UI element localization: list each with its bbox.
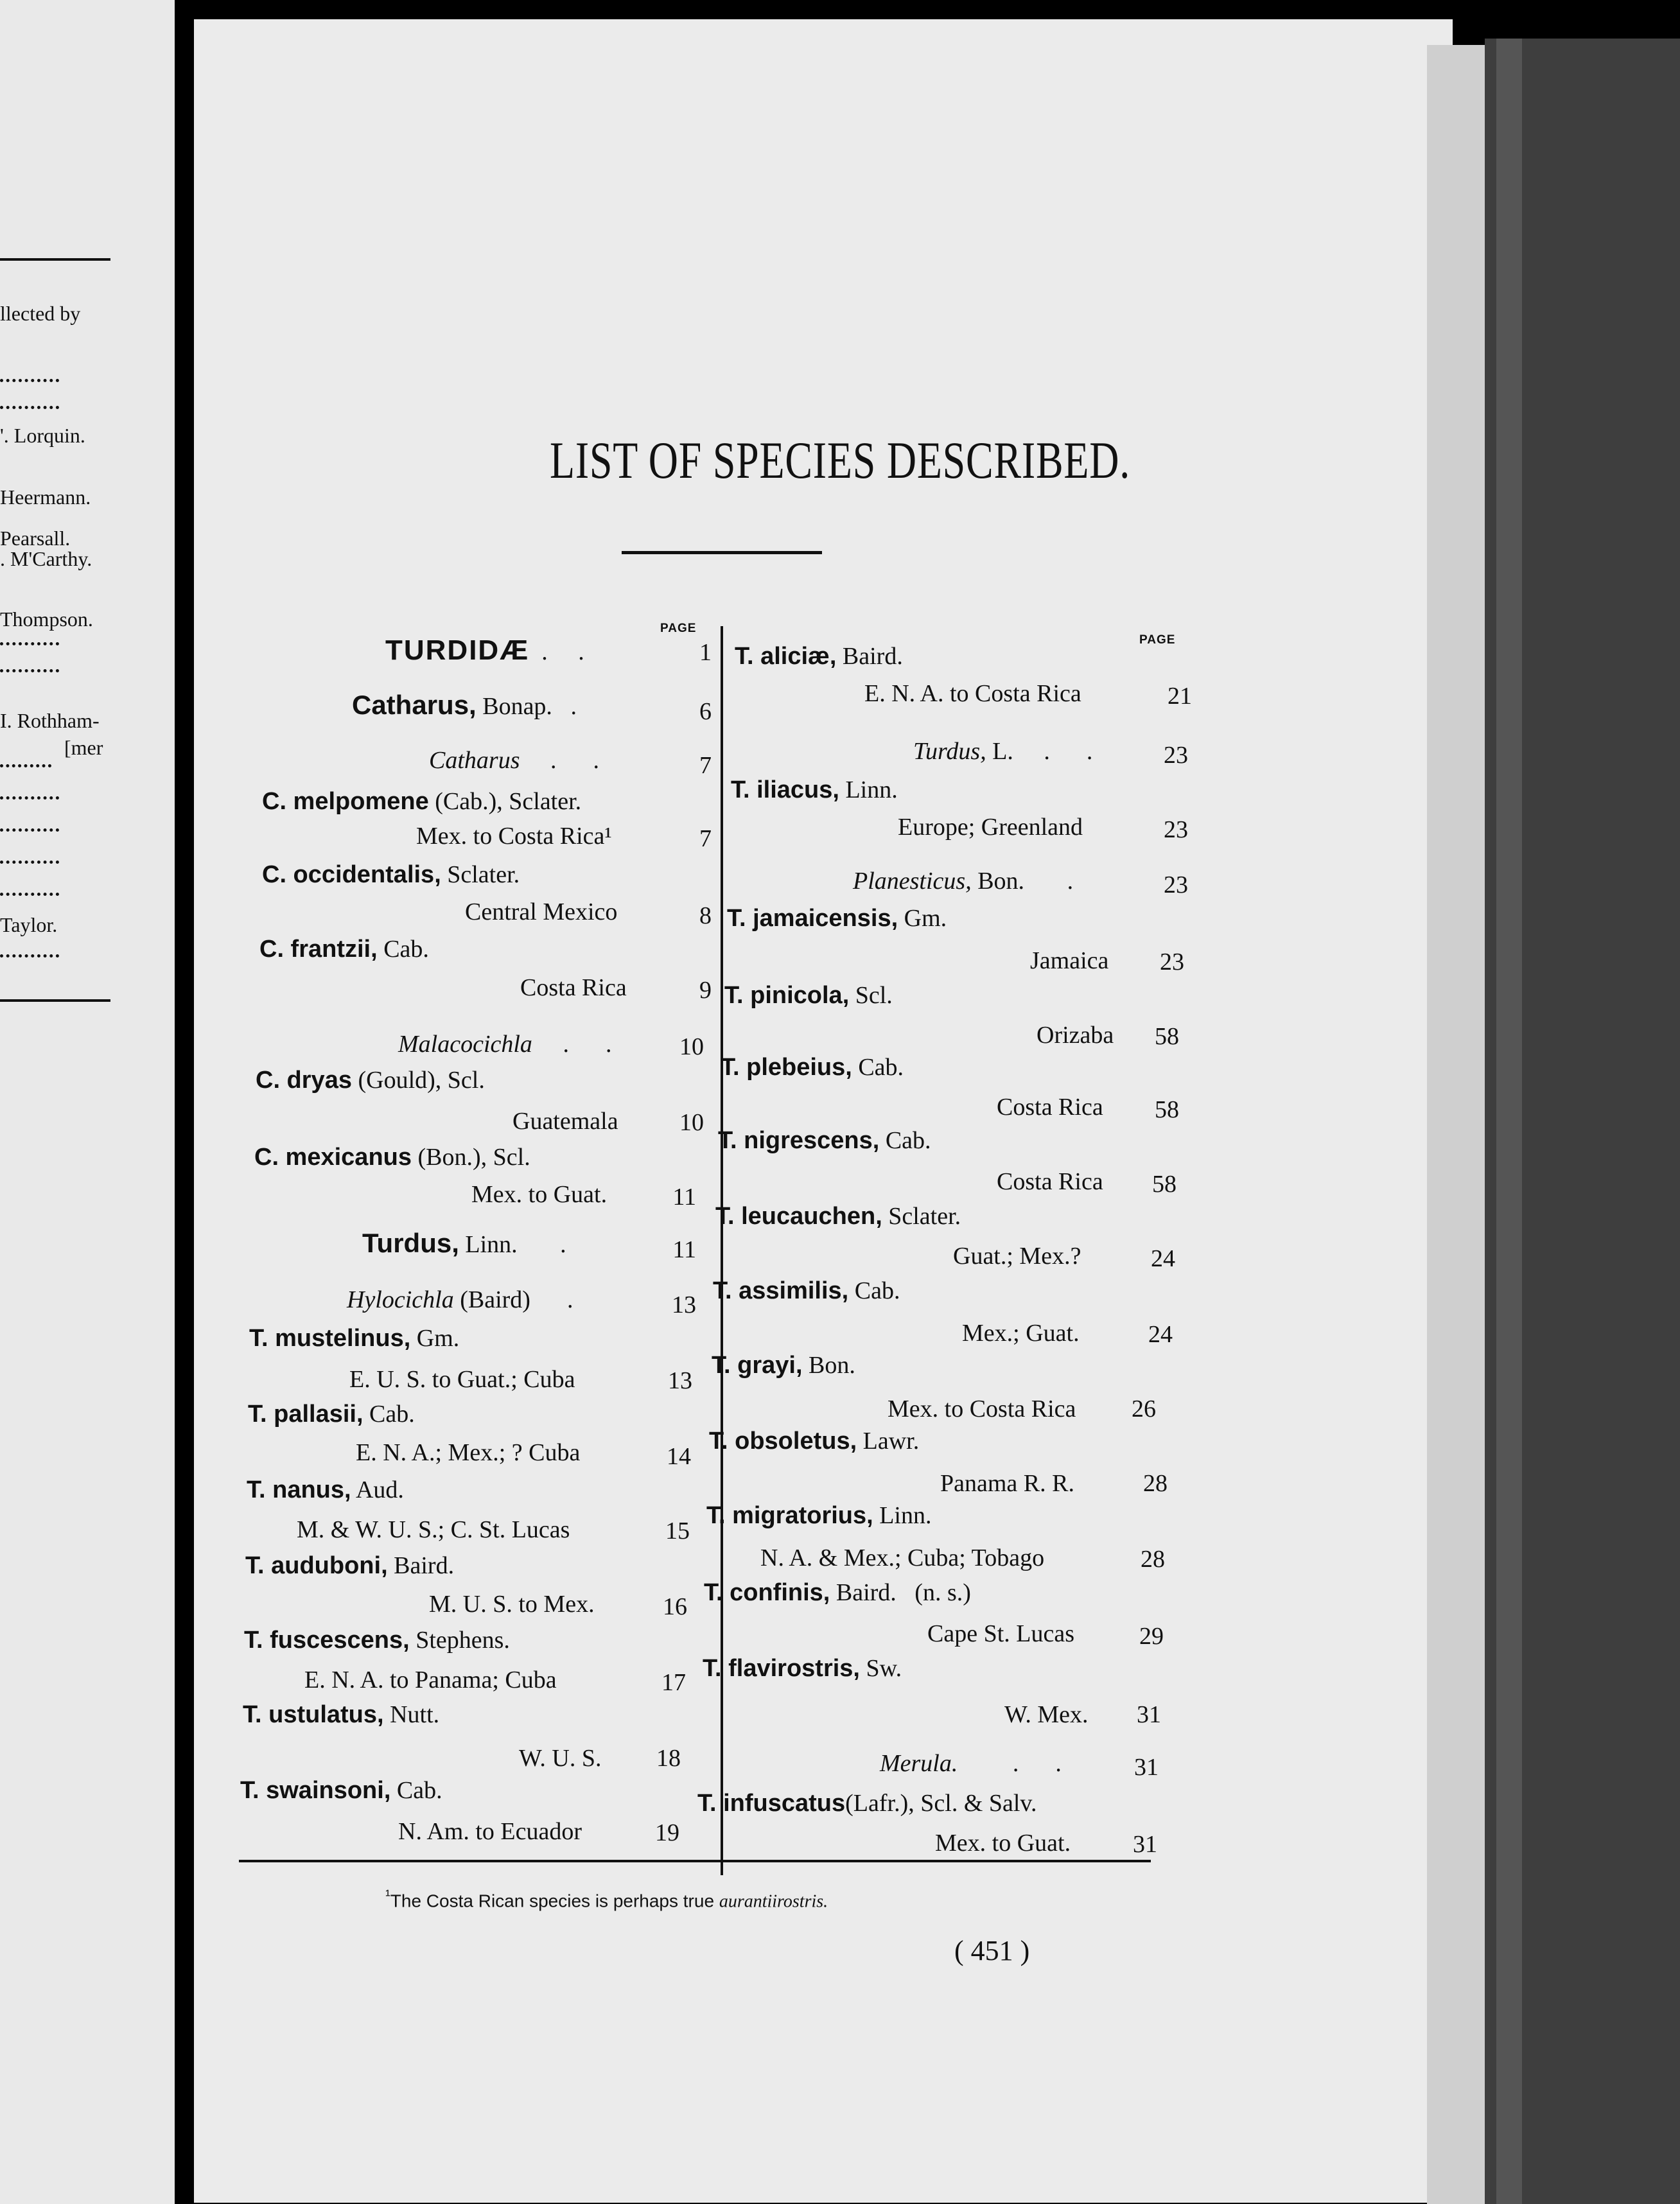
range-entry: Jamaica (1030, 947, 1109, 974)
page-title: LIST OF SPECIES DESCRIBED. (549, 431, 1131, 489)
subgenus-entry: Catharus . . (429, 747, 599, 774)
range-entry: Cape St. Lucas (927, 1620, 1075, 1647)
left-page-dots (0, 669, 59, 672)
species-name: T. confinis, (704, 1579, 830, 1606)
range-entry: M. & W. U. S.; C. St. Lucas (297, 1516, 570, 1543)
species-entry (713, 1277, 900, 1305)
footnote (385, 1887, 828, 1912)
title-rule (622, 551, 822, 554)
genus-entry: Catharus, Bonap. . (352, 690, 577, 720)
page-number-folio: ( 451 ) (954, 1935, 1030, 1966)
authority: Linn. (879, 1502, 932, 1529)
left-page-fragment: llected by (0, 302, 81, 325)
species-name: C. frantzii, (259, 936, 378, 963)
authority: Cab. (885, 1127, 931, 1154)
species-name: Malacocichla (398, 1031, 532, 1058)
page-number: 31 (1133, 1831, 1157, 1858)
left-page-dots (0, 861, 59, 864)
species-name: T. mustelinus, (249, 1325, 411, 1352)
genus-entry: Turdus, L. . . (913, 738, 1093, 765)
species-name: Planesticus, (853, 868, 972, 895)
page-number: 23 (1164, 816, 1188, 843)
species-name: Catharus (429, 747, 520, 774)
genus-entry: Merula. . . (880, 1750, 1062, 1777)
range-entry: Mex. to Costa Rica¹ (416, 823, 612, 850)
species-name: T. flavirostris, (703, 1655, 860, 1682)
range-entry: Orizaba (1037, 1022, 1114, 1049)
left-page-fragment: Taylor. (0, 913, 58, 936)
species-entry (245, 1552, 454, 1580)
main-page (194, 19, 1453, 2203)
authority: (Bon.), Scl. (417, 1144, 530, 1171)
left-page-dots (0, 642, 59, 645)
authority: Cab. (396, 1777, 442, 1804)
left-page-fragment: [mer (64, 736, 103, 759)
species-entry (262, 861, 520, 889)
species-entry (718, 1126, 931, 1155)
page-number: 13 (668, 1367, 692, 1394)
subgenus-entry: Planesticus, Bon. . (853, 868, 1074, 895)
species-entry (247, 1476, 404, 1504)
page-number: 58 (1155, 1023, 1179, 1050)
left-column-page-header: PAGE (660, 622, 697, 635)
species-entry (727, 904, 947, 932)
left-page-fragment: I. Rothham- (0, 709, 100, 732)
species-entry (715, 1202, 961, 1230)
authority: Nutt. (390, 1701, 440, 1728)
left-page-dots (0, 893, 59, 896)
page-number: 18 (656, 1745, 681, 1772)
page-number: 7 (699, 825, 712, 852)
page-number: 24 (1151, 1245, 1175, 1272)
species-entry (254, 1143, 530, 1171)
range-entry: W. U. S. (519, 1745, 602, 1772)
authority: Bon. (809, 1352, 855, 1379)
species-name: C. melpomene (262, 788, 429, 815)
footnote-species: aurantiirostris. (719, 1891, 828, 1912)
left-page-rule-top (0, 258, 110, 261)
species-name: T. jamaicensis, (727, 905, 898, 932)
range-entry: Guatemala (512, 1108, 618, 1135)
authority: Scl. (855, 982, 893, 1009)
footnote-text: The Costa Rican species is perhaps true (390, 1891, 715, 1911)
range-entry: N. Am. to Ecuador (398, 1818, 582, 1845)
range-entry: W. Mex. (1004, 1701, 1089, 1728)
subgenus-entry: Malacocichla . . (398, 1031, 612, 1058)
authority: Gm. (416, 1325, 460, 1352)
species-name: C. dryas (256, 1067, 352, 1094)
species-name: T. infuscatus (697, 1790, 846, 1817)
authority: (Gould), Scl. (358, 1067, 485, 1094)
page-number: 7 (699, 752, 712, 779)
range-entry: Mex.; Guat. (962, 1320, 1080, 1347)
page-number: 23 (1164, 742, 1188, 769)
species-entry (709, 1427, 919, 1455)
range-entry: Mex. to Costa Rica (888, 1395, 1076, 1422)
page-number: 10 (679, 1109, 704, 1136)
species-name: T. fuscescens, (244, 1627, 410, 1654)
authority: Cab. (854, 1277, 900, 1304)
species-name: T. assimilis, (713, 1277, 849, 1304)
species-name: Merula. (880, 1750, 958, 1777)
left-page-fragment: Pearsall. (0, 527, 71, 550)
authority: Cab. (383, 936, 429, 963)
authority: (Baird) (460, 1286, 530, 1313)
authority: Cab. (369, 1401, 415, 1428)
left-page-fragment: Heermann. (0, 485, 91, 509)
left-page-dots (0, 379, 59, 382)
species-entry (249, 1324, 459, 1352)
left-page-rule-bottom (0, 999, 110, 1002)
range-entry: E. N. A. to Panama; Cuba (304, 1666, 557, 1693)
page-number: 16 (663, 1593, 687, 1620)
species-entry (735, 642, 903, 670)
page-number: 21 (1168, 683, 1192, 710)
authority: Sclater. (888, 1203, 961, 1230)
species-name: T. nigrescens, (718, 1127, 880, 1154)
range-entry: Costa Rica (997, 1094, 1103, 1121)
species-entry (259, 935, 429, 963)
page-number: 24 (1148, 1321, 1173, 1348)
page-number: 14 (667, 1443, 691, 1470)
species-name: T. grayi, (712, 1352, 803, 1379)
page-number: 17 (661, 1669, 686, 1696)
range-entry: M. U. S. to Mex. (429, 1591, 595, 1618)
species-entry (721, 1053, 904, 1081)
page-number: 29 (1139, 1623, 1164, 1650)
footnote-marker: ¹ (385, 1887, 390, 1903)
species-name: Hylocichla (347, 1286, 454, 1313)
family-entry: TURDIDÆ . . (385, 634, 584, 666)
column-divider (721, 626, 723, 1875)
range-entry: Europe; Greenland (898, 814, 1083, 841)
book-cover-edge-band (1496, 39, 1522, 2204)
left-page-fragment: Thompson. (0, 608, 93, 631)
species-name: T. aliciæ, (735, 643, 837, 670)
genus-entry: Turdus, Linn. . (362, 1228, 566, 1258)
species-entry (244, 1626, 510, 1654)
left-page-dots (0, 406, 59, 409)
range-entry: N. A. & Mex.; Cuba; Tobago (760, 1544, 1045, 1571)
species-name: T. leucauchen, (715, 1203, 882, 1230)
species-entry (703, 1654, 902, 1683)
new-species-note: (n. s.) (914, 1579, 971, 1606)
range-entry: Guat.; Mex.? (953, 1243, 1081, 1270)
species-name: Catharus, (352, 690, 477, 720)
page-number: 6 (699, 698, 712, 725)
page-fore-edge (1427, 45, 1491, 2204)
authority: Bon. (977, 868, 1025, 895)
species-name: C. mexicanus (254, 1144, 412, 1171)
footnote-rule (239, 1860, 1151, 1862)
left-page-fragment: . M'Carthy. (0, 547, 92, 570)
page-number: 9 (699, 977, 712, 1004)
page-number: 26 (1132, 1395, 1156, 1422)
page-number: 28 (1143, 1470, 1168, 1497)
page-number: 23 (1160, 949, 1184, 975)
page-number: 11 (672, 1236, 696, 1263)
authority: (Lafr.), Scl. & Salv. (845, 1790, 1037, 1817)
page-number: 31 (1137, 1701, 1161, 1728)
species-name: C. occidentalis, (262, 861, 441, 888)
species-name: Turdus, (362, 1228, 459, 1258)
authority: Baird. (836, 1579, 897, 1606)
page-number: 15 (665, 1517, 690, 1544)
species-name: T. ustulatus, (243, 1701, 384, 1728)
species-entry (712, 1351, 855, 1379)
page-number: 13 (672, 1291, 696, 1318)
species-entry (256, 1066, 485, 1094)
species-name: T. nanus, (247, 1476, 351, 1503)
species-name: T. obsoletus, (709, 1428, 857, 1455)
species-entry (243, 1701, 439, 1729)
authority: Cab. (858, 1054, 904, 1081)
left-page-dots (0, 764, 51, 767)
authority: Baird. (394, 1552, 455, 1579)
species-name: TURDIDÆ (385, 634, 530, 666)
species-name: T. swainsoni, (240, 1777, 391, 1804)
authority: Lawr. (862, 1428, 920, 1455)
authority: Linn. (845, 776, 898, 803)
page-number: 8 (699, 902, 712, 929)
authority: L. (992, 738, 1013, 765)
species-name: Turdus, (913, 738, 986, 765)
species-name: T. iliacus, (731, 776, 839, 803)
right-column-page-header: PAGE (1139, 633, 1176, 647)
page-number: 19 (655, 1819, 679, 1846)
species-name: T. plebeius, (721, 1054, 852, 1081)
authority: Aud. (355, 1476, 404, 1503)
range-entry: Central Mexico (465, 898, 618, 925)
left-page-dots (0, 828, 59, 832)
page-number: 23 (1164, 871, 1188, 898)
species-entry (724, 981, 893, 1010)
species-name: T. pinicola, (724, 982, 850, 1009)
authority: Stephens. (416, 1627, 510, 1654)
species-entry (248, 1400, 415, 1428)
page-number: 58 (1152, 1171, 1177, 1198)
left-page-fragment: '. Lorquin. (0, 424, 85, 447)
range-entry: E. N. A. to Costa Rica (864, 680, 1081, 707)
authority: Bonap. (482, 693, 552, 720)
page-number: 10 (679, 1033, 704, 1060)
species-name: T. migratorius, (706, 1502, 873, 1529)
species-entry (706, 1501, 932, 1530)
authority: Baird. (842, 643, 903, 670)
species-entry (697, 1789, 1037, 1817)
authority: Gm. (904, 905, 947, 932)
species-name: T. pallasii, (248, 1401, 363, 1428)
species-entry (240, 1776, 442, 1805)
authority: (Cab.), Sclater. (435, 788, 582, 815)
range-entry: Mex. to Guat. (935, 1830, 1071, 1857)
range-entry: Costa Rica (520, 974, 627, 1001)
left-page-edge (0, 0, 175, 2204)
range-entry: Mex. to Guat. (471, 1181, 608, 1208)
species-entry (731, 776, 898, 804)
range-entry: E. N. A.; Mex.; ? Cuba (356, 1439, 581, 1466)
page-number: 58 (1155, 1096, 1179, 1123)
page-number: 28 (1141, 1546, 1165, 1573)
range-entry: Costa Rica (997, 1168, 1103, 1195)
range-entry: E. U. S. to Guat.; Cuba (349, 1366, 575, 1393)
page-number: 31 (1134, 1754, 1159, 1781)
subgenus-entry: Hylocichla (Baird) . (347, 1286, 573, 1313)
species-name: T. auduboni, (245, 1552, 388, 1579)
range-entry: Panama R. R. (940, 1470, 1074, 1497)
authority: Linn. (465, 1231, 518, 1258)
page-number: 11 (672, 1184, 696, 1211)
page-number: 1 (699, 639, 712, 666)
left-page-dots (0, 796, 59, 800)
species-entry (262, 787, 581, 816)
left-page-dots (0, 954, 59, 958)
authority: Sclater. (447, 861, 520, 888)
species-entry (704, 1579, 971, 1607)
authority: Sw. (866, 1655, 902, 1682)
